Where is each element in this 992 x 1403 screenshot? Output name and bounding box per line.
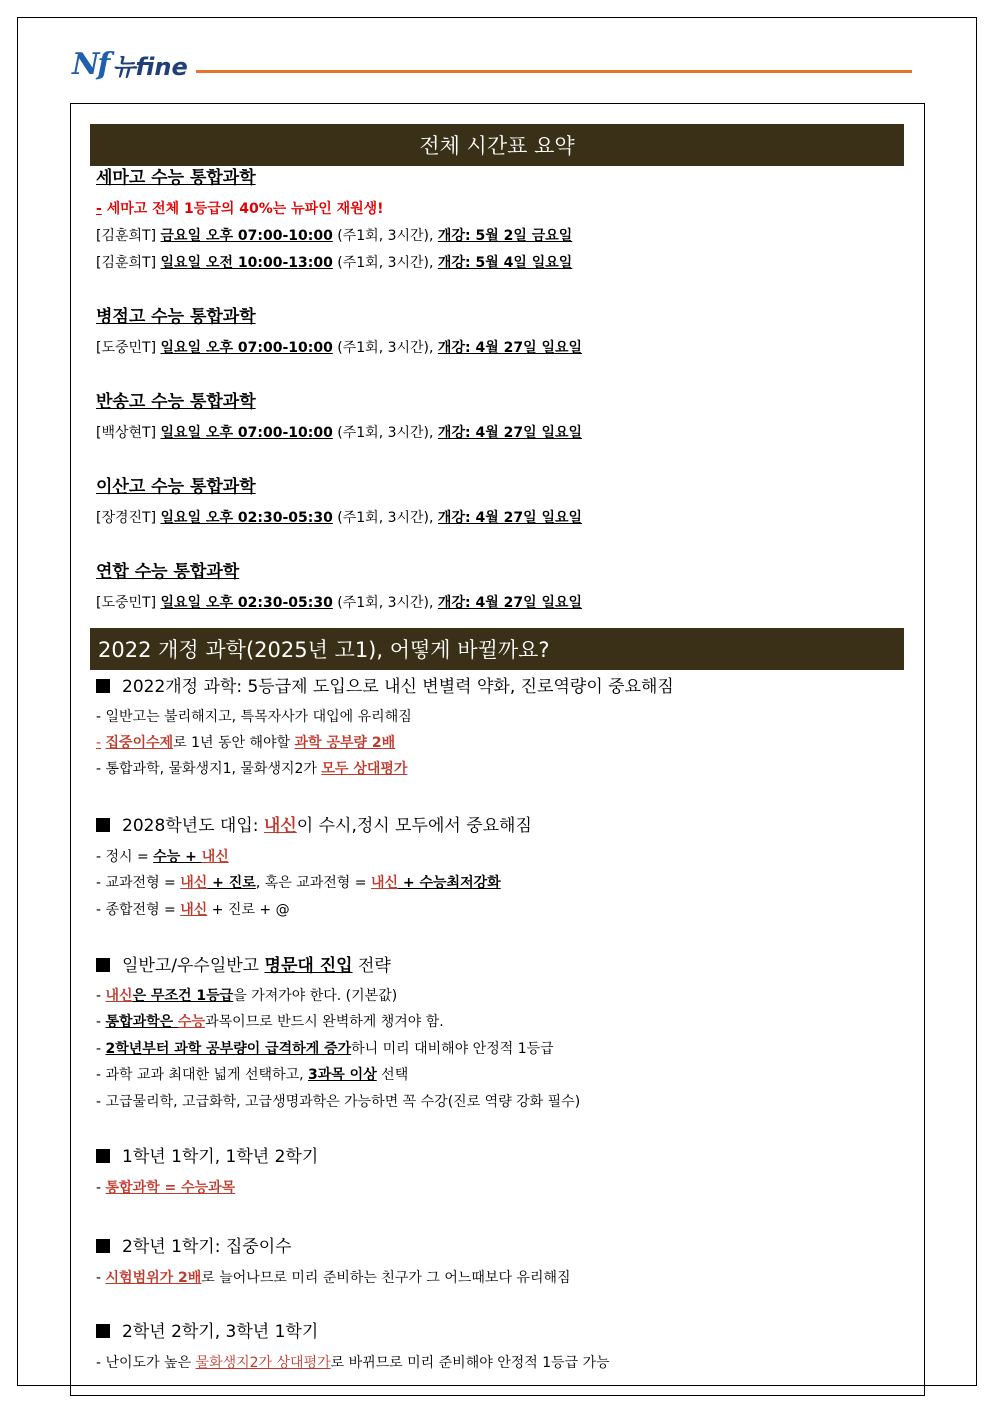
- bullet-line: - 내신은 무조건 1등급을 가져가야 한다. (기본값): [96, 988, 398, 1004]
- section-heading: 2022개정 과학: 5등급제 도입으로 내신 변별력 약화, 진로역량이 중요해짐: [96, 677, 674, 697]
- bullet-line: - 난이도가 높은 물화생지2가 상대평가로 바뀌므로 미리 준비해야 안정적 1등급 가능: [96, 1355, 610, 1371]
- bullet-line: - 교과전형 = 내신 + 진로, 혹은 교과전형 = 내신 + 수능최저강화: [96, 875, 501, 891]
- logo: [72, 46, 188, 82]
- header-divider: [196, 70, 912, 73]
- class-row: [장경진T] 일요일 오후 02:30-05:30 (주1회, 3시간), 개강: 4월 27일 일요일: [96, 510, 583, 526]
- class-row: [김훈희T] 일요일 오전 10:00-13:00 (주1회, 3시간), 개강: 5월 4일 일요일: [96, 255, 573, 271]
- bullet-line: - 정시 = 수능 + 내신: [96, 849, 229, 865]
- class-row: [김훈희T] 금요일 오후 07:00-10:00 (주1회, 3시간), 개강: 5월 2일 금요일: [96, 228, 573, 244]
- bullet-line: - 시험범위가 2배로 늘어나므로 미리 준비하는 친구가 그 어느때보다 유리해짐: [96, 1270, 571, 1286]
- bullet-line: - 집중이수제로 1년 동안 해야할 과학 공부량 2배: [96, 735, 396, 751]
- school-title: 반송고 수능 통합과학: [96, 392, 256, 412]
- section-heading: 일반고/우수일반고 명문대 진입 전략: [96, 956, 391, 976]
- banner-title: 2022 개정 과학(2025년 고1), 어떻게 바뀔까요?: [98, 638, 550, 662]
- section-heading: 2학년 2학기, 3학년 1학기: [96, 1322, 318, 1342]
- section-heading: 2학년 1학기: 집중이수: [96, 1237, 292, 1257]
- highlight-note: - 세마고 전체 1등급의 40%는 뉴파인 재원생!: [96, 201, 384, 217]
- school-title: 연합 수능 통합과학: [96, 562, 240, 582]
- bullet-line: - 통합과학은 수능과목이므로 반드시 완벽하게 챙겨야 함.: [96, 1014, 444, 1030]
- square-bullet-icon: [96, 958, 110, 972]
- section-heading: 2028학년도 대입: 내신이 수시,정시 모두에서 중요해짐: [96, 816, 532, 836]
- square-bullet-icon: [96, 679, 110, 693]
- bullet-line: - 과학 교과 최대한 넓게 선택하고, 3과목 이상 선택: [96, 1067, 409, 1083]
- bullet-line: - 일반고는 불리해지고, 특목자사가 대입에 유리해짐: [96, 709, 412, 725]
- banner-curriculum-2022: [90, 628, 904, 670]
- logo-mark: Nf: [72, 46, 109, 82]
- bullet-line: - 통합과학 = 수능과목: [96, 1180, 236, 1196]
- bullet-line: - 고급물리학, 고급화학, 고급생명과학은 가능하면 꼭 수강(진로 역량 강화 필수): [96, 1094, 581, 1110]
- banner-title: 전체 시간표 요약: [419, 134, 575, 158]
- bullet-line: - 통합과학, 물화생지1, 물화생지2가 모두 상대평가: [96, 761, 408, 777]
- class-row: [도중민T] 일요일 오후 02:30-05:30 (주1회, 3시간), 개강: 4월 27일 일요일: [96, 595, 583, 611]
- section-heading: 1학년 1학기, 1학년 2학기: [96, 1147, 318, 1167]
- school-title: 세마고 수능 통합과학: [96, 168, 256, 188]
- square-bullet-icon: [96, 1239, 110, 1253]
- logo-text: 뉴fine: [112, 52, 188, 81]
- square-bullet-icon: [96, 1324, 110, 1338]
- school-title: 이산고 수능 통합과학: [96, 477, 256, 497]
- school-title: 병점고 수능 통합과학: [96, 307, 256, 327]
- square-bullet-icon: [96, 1149, 110, 1163]
- square-bullet-icon: [96, 818, 110, 832]
- bullet-line: - 종합전형 = 내신 + 진로 + @: [96, 902, 290, 918]
- banner-timetable-summary: [90, 124, 904, 166]
- class-row: [백상현T] 일요일 오후 07:00-10:00 (주1회, 3시간), 개강: 4월 27일 일요일: [96, 425, 583, 441]
- class-row: [도중민T] 일요일 오후 07:00-10:00 (주1회, 3시간), 개강: 4월 27일 일요일: [96, 340, 583, 356]
- bullet-line: - 2학년부터 과학 공부량이 급격하게 증가하니 미리 대비해야 안정적 1등급: [96, 1041, 554, 1057]
